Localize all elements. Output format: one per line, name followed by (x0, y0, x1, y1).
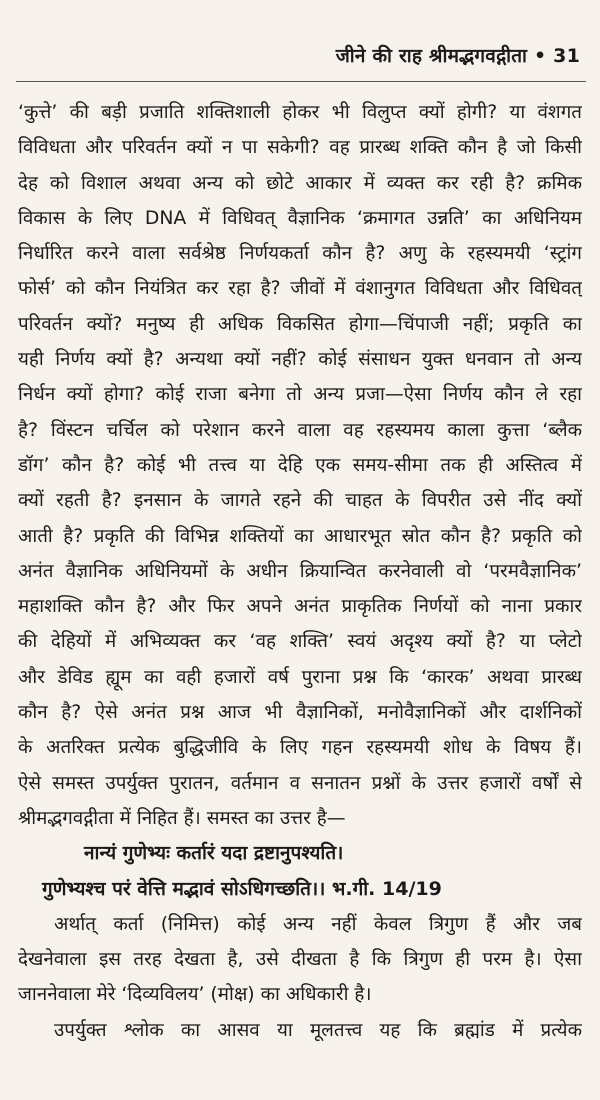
text-line: अनंत वैज्ञानिक अधिनियमों के अधीन क्रियान्वित करनेवाली वो ‘परमवैज्ञानिक’ (18, 560, 582, 582)
text-line: जाननेवाला मेरे ‘दिव्यविलय’ (मोक्ष) का अधिकारी है। (18, 984, 372, 1006)
verse-line-with-reference: गुणेभ्यश्च परं वेत्ति मद्भावं सोऽधिगच्छति।। भ.गी. 14/19 (42, 877, 442, 900)
text-line: ‘कुत्ते’ की बड़ी प्रजाति शक्तिशाली होकर भी विलुप्त क्यों होगी? या वंशगत (18, 102, 582, 123)
text-line: विविधता और परिवर्तन क्यों न पा सकेगी? वह प्रारब्ध शक्ति कौन है जो किसी (18, 137, 582, 159)
text-line: महाशक्ति कौन है? और फिर अपने अनंत प्राकृतिक निर्णयों को नाना प्रकार (18, 596, 582, 618)
text-line: निर्धन क्यों होगा? कोई राजा बनेगा तो अन्य प्रजा—ऐसा निर्णय कौन ले रहा (18, 384, 582, 406)
text-line: परिवर्तन क्यों? मनुष्य ही अधिक विकसित होगा—चिंपाजी नहीं; प्रकृति का (18, 313, 582, 335)
running-header: जीने की राह श्रीमद्भगवद्गीता • 31 (335, 45, 580, 67)
text-line: अर्थात् कर्ता (निमित्त) कोई अन्य नहीं केवल त्रिगुण हैं और जब (54, 913, 582, 935)
text-line: ऐसे समस्त उपर्युक्त पुरातन, वर्तमान व सनातन प्रश्नों के उत्तर हजारों वर्षों से (18, 772, 582, 794)
text-line: क्यों रहती है? इनसान के जागते रहने की चाहत के विपरीत उसे नींद क्यों (18, 490, 582, 512)
text-line: देह को विशाल अथवा अन्य को छोटे आकार में व्यक्त कर रही है? क्रमिक (18, 172, 582, 194)
text-line: और डेविड ह्यूम का वही हजारों वर्ष पुराना प्रश्न कि ‘कारक’ अथवा प्रारब्ध (18, 666, 582, 688)
text-line: विकास के लिए DNA में विधिवत् वैज्ञानिक ‘क्रमागत उन्नति’ का अधिनियम (18, 207, 582, 229)
text-line: की देहियों में अभिव्यक्त कर ‘वह शक्ति’ स्वयं अदृश्य क्यों है? या प्लेटो (18, 631, 582, 653)
text-line: देखनेवाला इस तरह देखता है, उसे दीखता है कि त्रिगुण ही परम है। ऐसा (18, 949, 582, 971)
text-line: डॉग’ कौन है? कोई भी तत्त्व या देहि एक समय-सीमा तक ही अस्तित्व में (18, 454, 582, 476)
text-line: निर्धारित करने वाला सर्वश्रेष्ठ निर्णयकर्ता कौन है? अणु के रहस्यमयी ‘स्ट्रांग (18, 243, 582, 265)
text-line: उपर्युक्त श्लोक का आसव या मूलतत्त्व यह कि ब्रह्मांड में प्रत्येक (54, 1019, 582, 1041)
header-divider (16, 81, 586, 82)
text-line: फोर्स’ को कौन नियंत्रित कर रहा है? जीवों में वंशानुगत विविधता और विधिवत् (18, 278, 582, 300)
page-body (18, 95, 582, 1048)
text-line: श्रीमद्भगवद्गीता में निहित हैं। समस्त का उत्तर है— (18, 807, 346, 829)
text-line: कौन है? ऐसे अनंत प्रश्न आज भी वैज्ञानिकों, मनोवैज्ञानिकों और दार्शनिकों (18, 702, 582, 724)
text-line: है? विंस्टन चर्चिल को परेशान करने वाला वह रहस्यमय काला कुत्ता ‘ब्लैक (18, 419, 582, 441)
verse-line: नान्यं गुणेभ्यः कर्तारं यदा द्रष्टानुपश्यति। (84, 842, 344, 865)
text-line: के अतरिक्त प्रत्येक बुद्धिजीवि के लिए गहन रहस्यमयी शोध के विषय हैं। (18, 737, 582, 759)
text-line: आती है? प्रकृति की विभिन्न शक्तियों का आधारभूत स्रोत कौन है? प्रकृति को (18, 525, 582, 547)
text-line: यही निर्णय क्यों है? अन्यथा क्यों नहीं? कोई संसाधन युक्त धनवान तो अन्य (18, 349, 582, 371)
